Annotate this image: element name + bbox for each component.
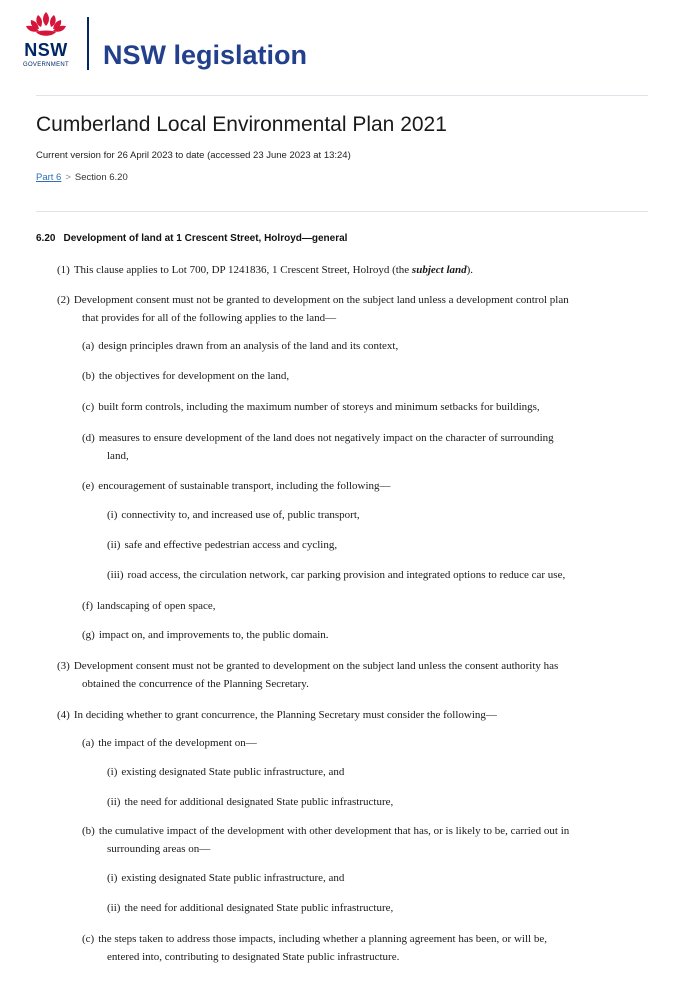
paragraph-text: the steps taken to address those impacts, including whether a planning agreement has been, or will be, — [98, 933, 547, 945]
subsection-text: Development consent must not be granted to development on the subject land unless a development control plan — [73, 294, 569, 306]
page-title: Cumberland Local Environmental Plan 2021 — [36, 113, 447, 136]
subsection-2-cont: that provides for all of the following applies to the land— — [82, 312, 337, 324]
paragraph-label: (a) — [82, 737, 95, 749]
subparagraph-text: existing designated State public infrastructure, and — [121, 766, 345, 778]
paragraph-text: measures to ensure development of the land does not negatively impact on the character of surrounding — [98, 432, 554, 444]
paragraph-text: the objectives for development on the land, — [98, 370, 290, 382]
nsw-government-logo[interactable] — [18, 10, 74, 74]
paragraph-text: the impact of the development on— — [98, 737, 257, 749]
site-title[interactable]: NSW legislation — [103, 40, 308, 70]
subsection-text: Development consent must not be granted to development on the subject land unless the consent authority has — [73, 660, 559, 672]
paragraph-label: (f) — [82, 600, 93, 612]
subparagraph-text: the need for additional designated State public infrastructure, — [124, 796, 394, 808]
paragraph-text: the cumulative impact of the development with other development that has, or is likely to be, carried out in — [98, 825, 570, 837]
subsection-4 — [57, 706, 497, 724]
paragraph-label: (e) — [82, 480, 95, 492]
breadcrumb-separator: > — [65, 172, 71, 183]
section-heading — [36, 233, 347, 244]
subparagraph-text: existing designated State public infrastructure, and — [121, 872, 345, 884]
paragraph-4a — [82, 734, 257, 752]
subparagraph-text: connectivity to, and increased use of, public transport, — [121, 509, 360, 521]
subsection-label: (4) — [57, 709, 70, 721]
subsection-1 — [57, 261, 473, 279]
paragraph-2d — [82, 429, 554, 447]
paragraph-2g — [82, 626, 329, 644]
subparagraph-text: safe and effective pedestrian access and cycling, — [124, 539, 338, 551]
section-number: 6.20 — [36, 233, 56, 244]
subsection-label: (2) — [57, 294, 70, 306]
paragraph-4c-cont: entered into, contributing to designated State public infrastructure. — [107, 951, 400, 963]
paragraph-2f — [82, 597, 216, 615]
header-divider — [36, 95, 648, 96]
paragraph-2d-cont: land, — [107, 450, 129, 462]
paragraph-2e — [82, 477, 391, 495]
subparagraph-label: (i) — [107, 766, 118, 778]
paragraph-2b — [82, 367, 289, 385]
subsection-3 — [57, 657, 558, 675]
subparagraph-label: (ii) — [107, 796, 121, 808]
subsection-label: (1) — [57, 264, 70, 276]
defined-term: subject land — [411, 264, 467, 276]
site-header — [0, 0, 682, 95]
paragraph-text: encouragement of sustainable transport, including the following— — [98, 480, 391, 492]
paragraph-label: (c) — [82, 401, 95, 413]
subsection-text: In deciding whether to grant concurrence, the Planning Secretary must consider the following— — [73, 709, 497, 721]
paragraph-4c — [82, 930, 547, 948]
subparagraph-4a-i — [107, 763, 344, 781]
paragraph-label: (a) — [82, 340, 95, 352]
subparagraph-label: (ii) — [107, 902, 121, 914]
subparagraph-label: (ii) — [107, 539, 121, 551]
logo-divider — [87, 17, 89, 70]
paragraph-2a — [82, 337, 398, 355]
waratah-icon — [18, 10, 74, 40]
paragraph-label: (d) — [82, 432, 95, 444]
paragraph-label: (b) — [82, 370, 95, 382]
paragraph-label: (c) — [82, 933, 95, 945]
subsection-label: (3) — [57, 660, 70, 672]
paragraph-text: landscaping of open space, — [97, 600, 216, 612]
paragraph-text: impact on, and improvements to, the public domain. — [98, 629, 329, 641]
subparagraph-text: the need for additional designated State public infrastructure, — [124, 902, 394, 914]
subparagraph-label: (i) — [107, 872, 118, 884]
subparagraph-text: road access, the circulation network, car parking provision and integrated options to reduce car use, — [127, 569, 566, 581]
version-info: Current version for 26 April 2023 to date (accessed 23 June 2023 at 13:24) — [36, 150, 351, 161]
section-title: Development of land at 1 Crescent Street, Holroyd—general — [63, 233, 348, 244]
paragraph-text: built form controls, including the maximum number of storeys and minimum setbacks for buildings, — [98, 401, 540, 413]
subsection-2 — [57, 291, 569, 309]
paragraph-4b-cont: surrounding areas on— — [107, 843, 211, 855]
subparagraph-2e-ii — [107, 536, 337, 554]
subparagraph-4b-ii — [107, 899, 393, 917]
subsection-3-cont: obtained the concurrence of the Planning Secretary. — [82, 678, 309, 690]
subsection-text: This clause applies to Lot 700, DP 1241836, 1 Crescent Street, Holroyd (the — [73, 264, 412, 276]
logo-government-text: GOVERNMENT — [22, 62, 69, 68]
logo-nsw-text: NSW — [24, 40, 68, 60]
subsection-text-end: ). — [466, 264, 474, 276]
subparagraph-label: (iii) — [107, 569, 124, 581]
subparagraph-2e-iii — [107, 566, 565, 584]
subparagraph-4a-ii — [107, 793, 393, 811]
breadcrumb-part-link[interactable]: Part 6 — [36, 172, 62, 183]
paragraph-2c — [82, 398, 540, 416]
paragraph-text: design principles drawn from an analysis of the land and its context, — [98, 340, 399, 352]
subparagraph-label: (i) — [107, 509, 118, 521]
content-divider — [36, 211, 648, 212]
breadcrumb — [36, 172, 128, 183]
subparagraph-2e-i — [107, 506, 360, 524]
subparagraph-4b-i — [107, 869, 344, 887]
paragraph-label: (g) — [82, 629, 95, 641]
breadcrumb-current: Section 6.20 — [74, 172, 128, 183]
paragraph-label: (b) — [82, 825, 95, 837]
paragraph-4b — [82, 822, 569, 840]
